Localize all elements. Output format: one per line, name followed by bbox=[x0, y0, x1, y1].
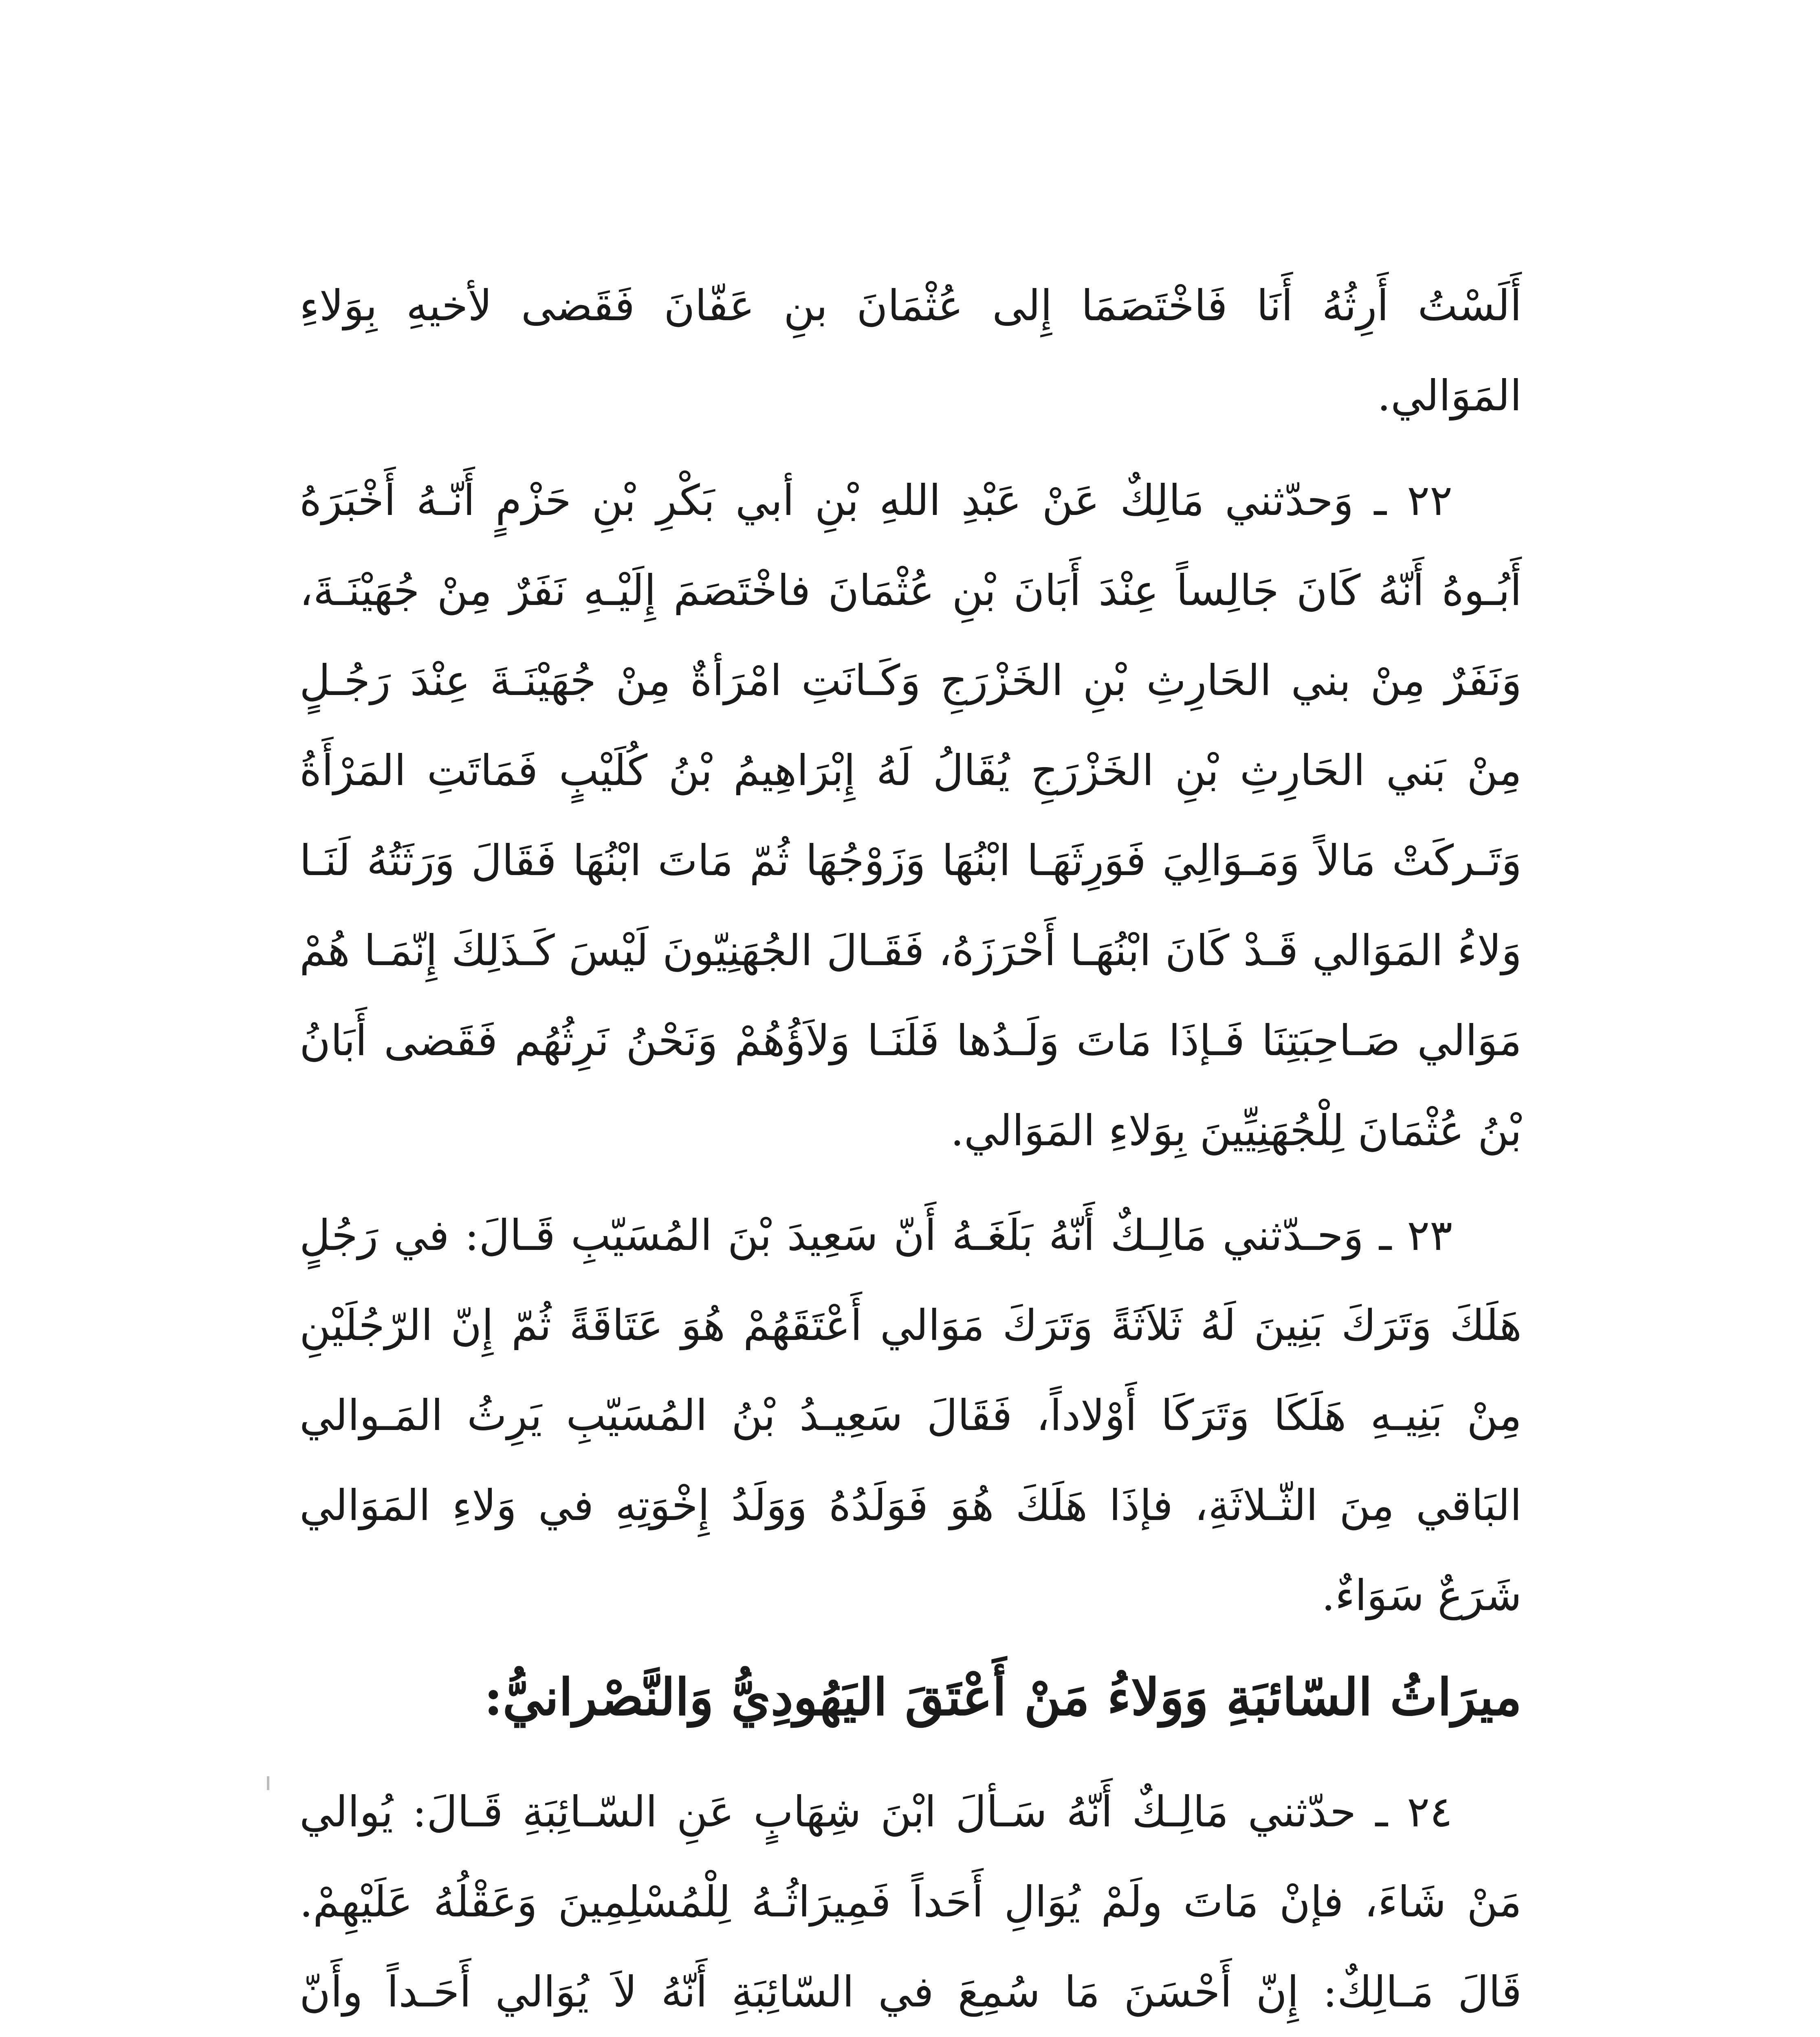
paragraph-continuation: أَلَسْتُ أَرِثُهُ أَنَا فَاخْتَصَمَا إِلى عُثْمَانَ بنِ عَفّانَ فَقَضى لأخيهِ بِوَلاءِ المَوَالي. bbox=[299, 281, 1522, 420]
paragraph-22: ٢٢ ـ وَحدّثني مَالِكٌ عَنْ عَبْدِ اللهِ بْنِ أبي بَكْرِ بْنِ حَزْمٍ أَنّـهُ أَخْبَرَهُ أَبُـوهُ أَنّهُ كَانَ جَالِساً عِنْدَ أَبَانَ بْنِ عُثْمَانَ فاخْتَصَمَ إِلَيْـهِ نَفَرٌ مِنْ جُهَيْنَـةَ، وَنَفَرٌ مِنْ بني الحَارِثِ بْنِ الخَزْرَجِ وَكَـانَتِ امْرَأةٌ مِنْ جُهَيْنَـةَ عِنْدَ رَجُـلٍ مِنْ بَني الحَارِثِ بْنِ الخَزْرَجِ يُقَالُ لَهُ إِبْرَاهِيمُ بْنُ كُلَيْبٍ فَمَاتَتِ المَرْأَةُ وَتَـركَتْ مَالاً وَمَـوَالِيَ فَوَرِثَهَـا ابْنُهَا وَزَوْجُهَا ثُمّ مَاتَ ابْنُهَا فَقَالَ وَرَثَتُهُ لَنَـا وَلاءُ المَوَالي قَـدْ كَانَ ابْنُهَـا أَحْرَزَهُ، فَقَـالَ الجُهَنِيّونَ لَيْسَ كَـذَلِكَ إِنّمَـا هُمْ مَوَالي صَـاحِبَتِنَا فَـإذَا مَاتَ وَلَـدُها فَلَنَـا وَلاَؤُهُمْ وَنَحْنُ نَرِثُهُم فَقَضى أَبَانُ بْنُ عُثْمَانَ لِلْجُهَنِيِّينَ بِوَلاءِ المَوَالي. bbox=[299, 475, 1522, 1155]
main-text bbox=[299, 261, 1522, 2037]
paragraph-23: ٢٣ ـ وَحـدّثني مَالِـكٌ أَنّهُ بَلَغَـهُ أَنّ سَعِيدَ بْنَ المُسَيّبِ قَـالَ: في رَجُلٍ هَلَكَ وَتَرَكَ بَنِينَ لَهُ ثَلاَثَةً وَتَرَكَ مَوَالي أَعْتَقَهُمْ هُوَ عَتَاقَةً ثُمّ إِنّ الرّجُلَيْنِ مِنْ بَنِيـهِ هَلَكَا وَتَرَكَا أَوْلاداً، فَقَالَ سَعِيـدُ بْنُ المُسَيّبِ يَرِثُ المَـوالي البَاقي مِنَ الثّـلاثَةِ، فإذَا هَلَكَ هُوَ فَوَلَدُهُ وَوَلَدُ إِخْوَتِهِ في وَلاءِ المَوَالي شَرَعٌ سَوَاءٌ. bbox=[299, 1210, 1522, 1620]
section-heading: ميرَاثُ السّائبَةِ وَوَلاءُ مَنْ أَعْتَقَ اليَهُودِيُّ وَالنَّصْرانيُّ: bbox=[484, 1668, 1522, 1727]
scan-artifact bbox=[267, 1776, 269, 1790]
paragraph-24: ٢٤ ـ حدّثني مَالِـكٌ أَنّهُ سَـألَ ابْنَ شِهَابٍ عَنِ السّـائِبَةِ قَـالَ: يُوالي مَنْ شَاءَ، فإنْ مَاتَ ولَمْ يُوَالِ أَحَداً فَمِيرَاثُـهُ لِلْمُسْلِمِينَ وَعَقْلُهُ عَلَيْهِمْ. قَالَ مَـالِكٌ: إِنّ أَحْسَنَ مَا سُمِعَ في السّائِبَةِ أَنّهُ لاَ يُوَالي أَحَـداً وأَنّ bbox=[299, 1787, 1522, 2017]
